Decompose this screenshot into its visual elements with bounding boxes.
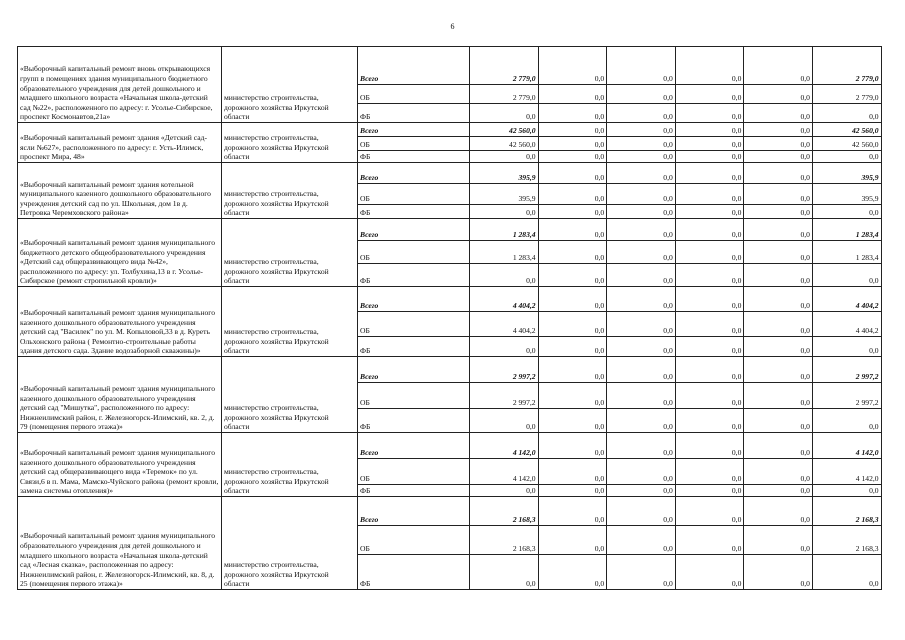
- amount-cell: 2 997,2: [812, 357, 881, 383]
- amount-cell: 0,0: [744, 241, 813, 264]
- amount-cell: 0,0: [675, 409, 744, 433]
- amount-cell: 2 779,0: [470, 47, 539, 85]
- funding-source: ФБ: [358, 555, 470, 590]
- amount-cell: 0,0: [538, 555, 607, 590]
- amount-cell: 0,0: [744, 526, 813, 555]
- funding-source: ФБ: [358, 264, 470, 287]
- amount-cell: 0,0: [812, 205, 881, 219]
- amount-cell: 0,0: [744, 219, 813, 241]
- funding-source: ОБ: [358, 241, 470, 264]
- project-title: «Выборочный капитальный ремонт здания «Детский сад-ясли №627», расположенного по адресу: г. Усть-Илимск, проспект Мира, 48»: [18, 123, 222, 163]
- amount-cell: 4 142,0: [812, 459, 881, 485]
- amount-cell: 0,0: [675, 485, 744, 497]
- amount-cell: 0,0: [538, 264, 607, 287]
- amount-cell: 42 560,0: [812, 123, 881, 137]
- amount-cell: 0,0: [607, 123, 676, 137]
- amount-cell: 0,0: [744, 485, 813, 497]
- amount-cell: 0,0: [470, 337, 539, 357]
- amount-cell: 0,0: [538, 47, 607, 85]
- funding-source: ОБ: [358, 383, 470, 409]
- funding-source: ФБ: [358, 485, 470, 497]
- amount-cell: 0,0: [538, 357, 607, 383]
- amount-cell: 2 168,3: [812, 497, 881, 526]
- funding-source: ОБ: [358, 137, 470, 151]
- amount-cell: 0,0: [607, 497, 676, 526]
- funding-source: Всего: [358, 433, 470, 459]
- project-title: «Выборочный капитальный ремонт здания муниципального казенного дошкольного образовательного учреждения детский сад "Мишутка", расположенного по адресу: Нижнеилимский район, г. Железногорск-Илимский, кв. 2, д. 79 (помещения первого этажа)»: [18, 357, 222, 433]
- amount-cell: 0,0: [607, 555, 676, 590]
- funding-source: ОБ: [358, 312, 470, 337]
- amount-cell: 0,0: [607, 47, 676, 85]
- funding-source: Всего: [358, 287, 470, 312]
- amount-cell: 0,0: [675, 337, 744, 357]
- amount-cell: 0,0: [607, 205, 676, 219]
- amount-cell: 0,0: [744, 85, 813, 104]
- amount-cell: 1 283,4: [470, 219, 539, 241]
- amount-cell: 0,0: [812, 485, 881, 497]
- amount-cell: 4 142,0: [812, 433, 881, 459]
- project-executor: министерство строительства, дорожного хозяйства Иркутской области: [222, 287, 358, 357]
- amount-cell: 0,0: [744, 312, 813, 337]
- amount-cell: 0,0: [538, 459, 607, 485]
- amount-cell: 0,0: [538, 184, 607, 205]
- funding-source: Всего: [358, 357, 470, 383]
- amount-cell: 0,0: [607, 219, 676, 241]
- amount-cell: 0,0: [675, 184, 744, 205]
- project-executor: министерство строительства, дорожного хозяйства Иркутской области: [222, 47, 358, 123]
- amount-cell: 0,0: [675, 219, 744, 241]
- amount-cell: 0,0: [607, 433, 676, 459]
- amount-cell: 1 283,4: [812, 241, 881, 264]
- amount-cell: 0,0: [470, 555, 539, 590]
- amount-cell: 0,0: [607, 85, 676, 104]
- amount-cell: 0,0: [538, 433, 607, 459]
- funding-source: ФБ: [358, 409, 470, 433]
- amount-cell: 0,0: [675, 312, 744, 337]
- table-body: [18, 47, 882, 590]
- table-row: [18, 357, 882, 383]
- amount-cell: 1 283,4: [812, 219, 881, 241]
- amount-cell: 0,0: [538, 104, 607, 123]
- amount-cell: 0,0: [538, 85, 607, 104]
- table-row: [18, 163, 882, 184]
- amount-cell: 4 142,0: [470, 459, 539, 485]
- funding-source: Всего: [358, 163, 470, 184]
- amount-cell: 0,0: [812, 104, 881, 123]
- amount-cell: 0,0: [675, 47, 744, 85]
- amount-cell: 0,0: [675, 85, 744, 104]
- amount-cell: 0,0: [744, 184, 813, 205]
- amount-cell: 42 560,0: [470, 123, 539, 137]
- project-title: «Выборочный капитальный ремонт здания муниципального бюджетного детского общеобразовательного учреждения «Детский сад общеразвивающего вида №42», расположенного по адресу: ул. Толбухина,13 в г. Усолье-Сибирское (ремонт стропильной кровли)»: [18, 219, 222, 287]
- amount-cell: 0,0: [470, 264, 539, 287]
- amount-cell: 2 779,0: [812, 85, 881, 104]
- amount-cell: 395,9: [812, 163, 881, 184]
- amount-cell: 0,0: [538, 205, 607, 219]
- amount-cell: 0,0: [607, 409, 676, 433]
- amount-cell: 1 283,4: [470, 241, 539, 264]
- amount-cell: 4 404,2: [812, 287, 881, 312]
- funding-source: Всего: [358, 47, 470, 85]
- amount-cell: 0,0: [675, 241, 744, 264]
- amount-cell: 0,0: [812, 555, 881, 590]
- amount-cell: 0,0: [607, 357, 676, 383]
- amount-cell: 395,9: [470, 163, 539, 184]
- table-row: [18, 123, 882, 137]
- amount-cell: 4 404,2: [470, 312, 539, 337]
- amount-cell: 0,0: [744, 433, 813, 459]
- amount-cell: 0,0: [470, 409, 539, 433]
- amount-cell: 0,0: [607, 151, 676, 163]
- amount-cell: 0,0: [812, 151, 881, 163]
- amount-cell: 0,0: [470, 104, 539, 123]
- amount-cell: 0,0: [607, 459, 676, 485]
- table-row: [18, 219, 882, 241]
- amount-cell: 0,0: [538, 219, 607, 241]
- project-executor: министерство строительства, дорожного хозяйства Иркутской области: [222, 433, 358, 497]
- amount-cell: 0,0: [607, 383, 676, 409]
- amount-cell: 0,0: [744, 459, 813, 485]
- amount-cell: 0,0: [538, 151, 607, 163]
- amount-cell: 0,0: [812, 409, 881, 433]
- funding-source: ФБ: [358, 104, 470, 123]
- amount-cell: 0,0: [607, 312, 676, 337]
- amount-cell: 0,0: [675, 104, 744, 123]
- amount-cell: 0,0: [744, 205, 813, 219]
- amount-cell: 0,0: [607, 264, 676, 287]
- project-title: «Выборочный капитальный ремонт здания котельной муниципального казенного дошкольного образовательного учреждения детский сад по ул. Школьная, дом 1в д. Петровка Черемховского района»: [18, 163, 222, 219]
- amount-cell: 0,0: [607, 163, 676, 184]
- amount-cell: 0,0: [607, 526, 676, 555]
- project-executor: министерство строительства, дорожного хозяйства Иркутской области: [222, 497, 358, 590]
- amount-cell: 0,0: [744, 555, 813, 590]
- amount-cell: 0,0: [607, 241, 676, 264]
- amount-cell: 0,0: [744, 137, 813, 151]
- amount-cell: 2 997,2: [812, 383, 881, 409]
- amount-cell: 0,0: [538, 137, 607, 151]
- amount-cell: 0,0: [744, 383, 813, 409]
- amount-cell: 0,0: [607, 337, 676, 357]
- funding-source: ОБ: [358, 85, 470, 104]
- amount-cell: 0,0: [538, 383, 607, 409]
- table-row: [18, 497, 882, 526]
- amount-cell: 0,0: [607, 287, 676, 312]
- amount-cell: 0,0: [744, 357, 813, 383]
- amount-cell: 0,0: [538, 497, 607, 526]
- amount-cell: 0,0: [744, 151, 813, 163]
- amount-cell: 0,0: [607, 104, 676, 123]
- amount-cell: 0,0: [538, 287, 607, 312]
- amount-cell: 0,0: [675, 555, 744, 590]
- amount-cell: 0,0: [538, 163, 607, 184]
- amount-cell: 2 997,2: [470, 357, 539, 383]
- amount-cell: 0,0: [470, 205, 539, 219]
- page-number: 6: [450, 22, 455, 31]
- amount-cell: 2 997,2: [470, 383, 539, 409]
- amount-cell: 0,0: [675, 264, 744, 287]
- amount-cell: 0,0: [675, 163, 744, 184]
- amount-cell: 0,0: [744, 163, 813, 184]
- project-title: «Выборочный капитальный ремонт здания муниципального казенного дошкольного образовательного учреждения детский сад "Василек" по ул. М. Копыловой,33 в д. Куреть Ольхонского района ( Ремонтно-строительные работы здания детского сада. Здание водозаборной скважины)»: [18, 287, 222, 357]
- amount-cell: 0,0: [744, 264, 813, 287]
- amount-cell: 0,0: [675, 433, 744, 459]
- amount-cell: 2 168,3: [470, 497, 539, 526]
- amount-cell: 395,9: [812, 184, 881, 205]
- funding-source: ФБ: [358, 151, 470, 163]
- amount-cell: 0,0: [538, 241, 607, 264]
- amount-cell: 0,0: [607, 137, 676, 151]
- amount-cell: 0,0: [675, 383, 744, 409]
- table-row: [18, 287, 882, 312]
- funding-source: ОБ: [358, 459, 470, 485]
- amount-cell: 0,0: [470, 485, 539, 497]
- amount-cell: 0,0: [812, 337, 881, 357]
- amount-cell: 0,0: [744, 337, 813, 357]
- funding-source: ФБ: [358, 205, 470, 219]
- amount-cell: 0,0: [538, 337, 607, 357]
- amount-cell: 0,0: [538, 485, 607, 497]
- project-title: «Выборочный капитальный ремонт здания муниципального образовательного учреждения для детей дошкольного и младшего школьного возраста «Начальная школа-детский сад «Лесная сказка», расположенная по адресу: Нижнеилимский район, г. Железногорск-Илимский, кв. 8, д. 25 (помещения первого этажа)»: [18, 497, 222, 590]
- amount-cell: 4 404,2: [470, 287, 539, 312]
- amount-cell: 0,0: [812, 264, 881, 287]
- amount-cell: 0,0: [744, 287, 813, 312]
- amount-cell: 0,0: [607, 485, 676, 497]
- amount-cell: 0,0: [675, 123, 744, 137]
- amount-cell: 0,0: [675, 526, 744, 555]
- funding-source: Всего: [358, 123, 470, 137]
- amount-cell: 0,0: [744, 104, 813, 123]
- funding-source: ОБ: [358, 526, 470, 555]
- amount-cell: 0,0: [675, 497, 744, 526]
- amount-cell: 42 560,0: [470, 137, 539, 151]
- amount-cell: 0,0: [470, 151, 539, 163]
- amount-cell: 4 404,2: [812, 312, 881, 337]
- funding-source: Всего: [358, 219, 470, 241]
- project-executor: министерство строительства, дорожного хозяйства Иркутской области: [222, 357, 358, 433]
- amount-cell: 2 168,3: [470, 526, 539, 555]
- amount-cell: 0,0: [675, 459, 744, 485]
- funding-source: ОБ: [358, 184, 470, 205]
- project-executor: министерство строительства, дорожного хозяйства Иркутской области: [222, 123, 358, 163]
- amount-cell: 0,0: [744, 47, 813, 85]
- amount-cell: 0,0: [675, 287, 744, 312]
- amount-cell: 0,0: [744, 409, 813, 433]
- funding-source: Всего: [358, 497, 470, 526]
- project-executor: министерство строительства, дорожного хозяйства Иркутской области: [222, 219, 358, 287]
- amount-cell: 0,0: [538, 312, 607, 337]
- amount-cell: 0,0: [538, 526, 607, 555]
- amount-cell: 0,0: [538, 409, 607, 433]
- amount-cell: 0,0: [744, 497, 813, 526]
- table-row: [18, 47, 882, 85]
- funding-source: ФБ: [358, 337, 470, 357]
- amount-cell: 0,0: [675, 151, 744, 163]
- amount-cell: 2 168,3: [812, 526, 881, 555]
- budget-table: [17, 46, 882, 590]
- table-row: [18, 433, 882, 459]
- project-title: «Выборочный капитальный ремонт вновь открывающихся групп в помещениях здания муниципального бюджетного образовательного учреждения для детей дошкольного и младшего школьного возраста «Начальная школа-детский сад №22», расположенного по адресу: г. Усолье-Сибирское, проспект Космонавтов,21а»: [18, 47, 222, 123]
- amount-cell: 4 142,0: [470, 433, 539, 459]
- amount-cell: 0,0: [744, 123, 813, 137]
- amount-cell: 42 560,0: [812, 137, 881, 151]
- project-title: «Выборочный капитальный ремонт здания муниципального казенного дошкольного образовательного учреждения детский сад общеразвивающего вида «Теремок» по ул. Связи,6 в п. Мама, Мамско-Чуйского района (ремонт кровли, замена системы отопления)»: [18, 433, 222, 497]
- amount-cell: 0,0: [607, 184, 676, 205]
- amount-cell: 2 779,0: [812, 47, 881, 85]
- amount-cell: 0,0: [675, 357, 744, 383]
- amount-cell: 395,9: [470, 184, 539, 205]
- amount-cell: 0,0: [675, 137, 744, 151]
- amount-cell: 0,0: [675, 205, 744, 219]
- amount-cell: 2 779,0: [470, 85, 539, 104]
- project-executor: министерство строительства, дорожного хозяйства Иркутской области: [222, 163, 358, 219]
- amount-cell: 0,0: [538, 123, 607, 137]
